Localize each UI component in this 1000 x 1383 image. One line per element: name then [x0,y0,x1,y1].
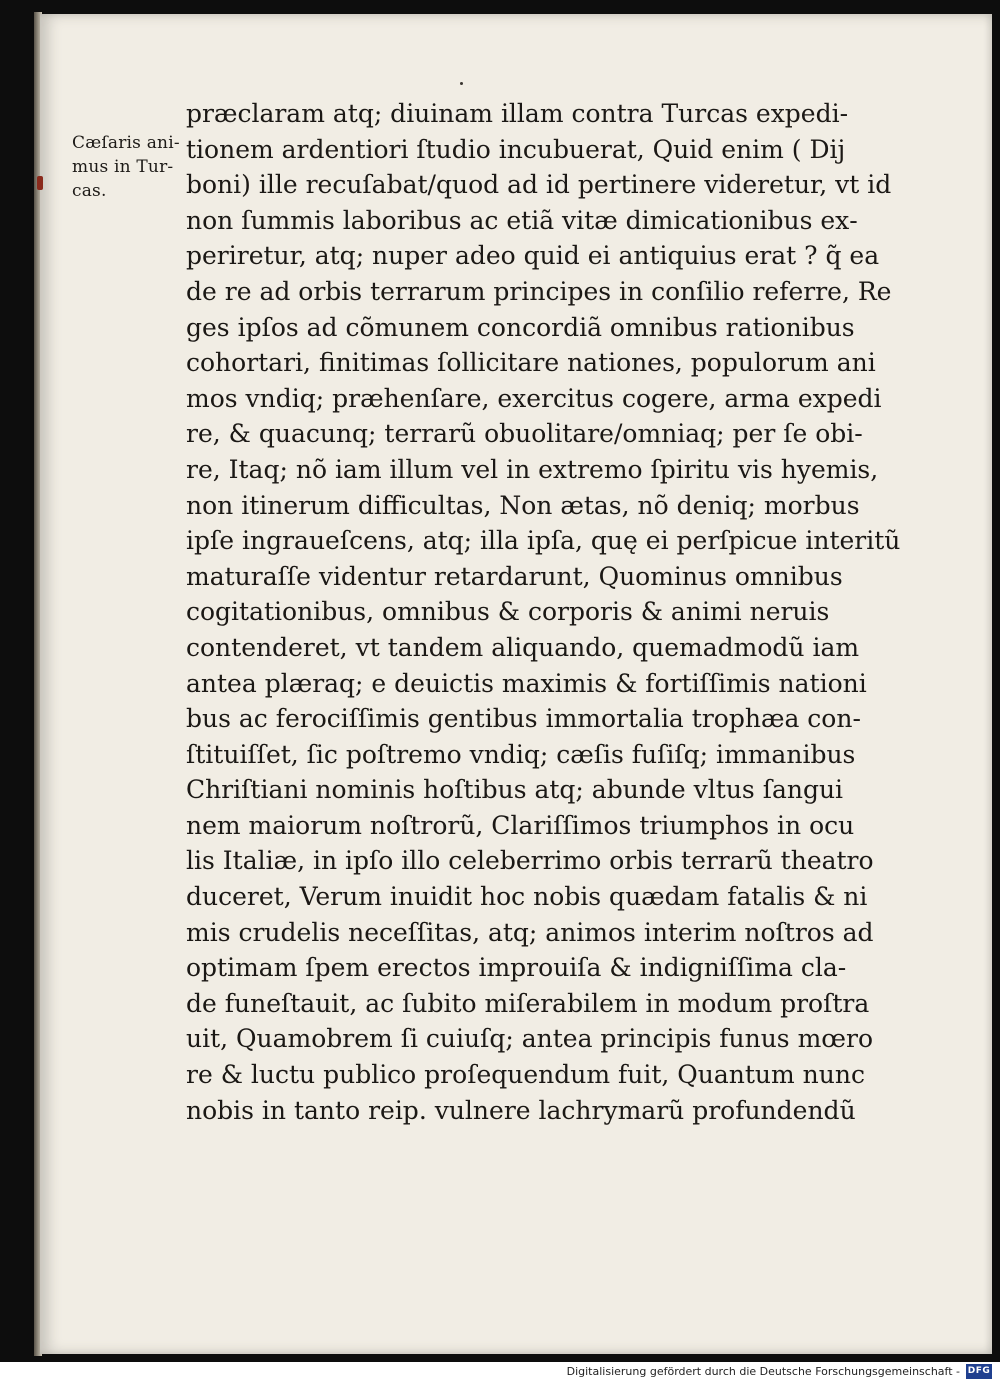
funding-credit: Digitalisierung gefördert durch die Deutsche Forschungsgemeinschaft - [566,1365,960,1378]
text-line: uit, Quamobrem ſi cuiuſq; antea principis funus mœro [186,1024,873,1054]
text-line: boni) ille recuſabat/quod ad id pertinere videretur, vt id [186,170,892,200]
text-line: maturaſſe videntur retardarunt, Quominus omnibus [186,561,843,591]
text-line: cogitationibus, omnibus & corporis & animi neruis [186,597,830,627]
text-line: bus ac ferociſſimis gentibus immortalia trophæa con‑ [186,704,861,734]
dfg-logo-icon: DFG [966,1364,992,1379]
text-line: nobis in tanto reip. vulnere lachrymarũ profundendũ [186,1095,856,1125]
footer-bar [0,1362,1000,1383]
text-line: optimam ſpem erectos improuiſa & indigniſſima cla‑ [186,953,847,983]
marginal-note-line: mus in Tur‑ [72,157,174,177]
text-line: mis crudelis neceſſitas, atq; animos interim noſtros ad [186,917,874,947]
text-line: ipſe ingraueſcens, atq; illa ipſa, quę ei perſpicue interitũ [186,526,901,556]
text-line: duceret, Verum inuidit hoc nobis quædam fatalis & ni [186,882,868,912]
text-line: nem maiorum noſtrorũ, Clariſſimos triumphos in ocu [186,810,855,840]
text-line: præclaram atq; diuinam illam contra Turcas expedi‑ [186,99,849,128]
text-line: non ſummis laboribus ac etiã vitæ dimicationibus ex‑ [186,205,858,235]
text-line: de re ad orbis terrarum principes in conſilio referre, Re [186,276,892,306]
text-line: Chriſtiani nominis hoſtibus atq; abunde vltus ſangui [186,775,844,805]
text-line: ſtituiſſet, ſic poſtremo vndiq; cæſis fuſiſq; immanibus [186,739,856,769]
text-line: contenderet, vt tandem aliquando, quemadmodũ iam [186,632,860,662]
text-line: tionem ardentiori ſtudio incubuerat, Quid enim ( Dij [186,134,846,164]
text-line: mos vndiq; præhenſare, exercitus cogere, arma expedi [186,383,882,413]
text-line: lis Italiæ, in ipſo illo celeberrimo orbis terrarũ theatro [186,846,874,876]
ink-dot [460,82,463,85]
binding-mark [37,176,43,190]
text-line: de funeſtauit, ac ſubito miſerabilem in modum proſtra [186,988,870,1018]
text-line: ges ipſos ad cõmunem concordiã omnibus rationibus [186,312,855,342]
text-line: re, Itaq; nõ iam illum vel in extremo ſpiritu vis hyemis, [186,454,879,484]
text-line: periretur, atq; nuper adeo quid ei antiquius erat ? q̃ ea [186,241,880,271]
text-line: re, & quacunq; terrarũ obuolitare/omniaq; per ſe obi‑ [186,419,863,449]
marginal-note-line: Cæſaris ani‑ [72,133,180,153]
marginal-note-line: cas. [72,181,107,201]
main-text-block [186,96,916,1128]
text-line: cohortari, finitimas ſollicitare nationes, populorum ani [186,348,876,378]
text-line: re & luctu publico proſequendum fuit, Quantum nunc [186,1060,865,1090]
text-line: non itinerum difficultas, Non ætas, nõ deniq; morbus [186,490,860,520]
text-line: antea plæraq; e deuictis maximis & fortiſſimis nationi [186,668,867,698]
